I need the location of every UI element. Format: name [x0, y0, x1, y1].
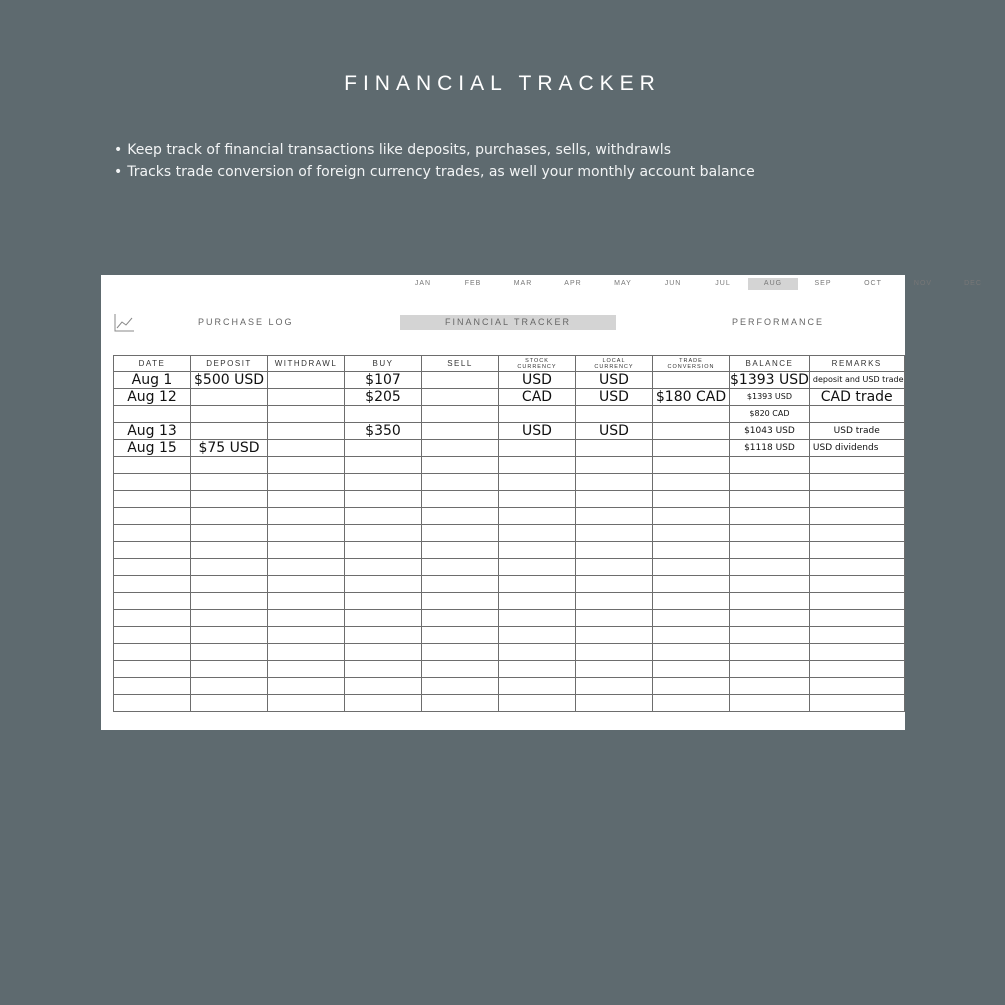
cell-balance[interactable] — [730, 525, 810, 542]
cell-buy[interactable]: $350 — [345, 423, 422, 440]
col-balance: BALANCE — [730, 356, 810, 372]
cell-date[interactable] — [114, 508, 191, 525]
cell-balance[interactable] — [730, 695, 810, 712]
cell-withdrawl[interactable] — [268, 457, 345, 474]
table-row-empty — [114, 661, 905, 678]
cell-sell[interactable] — [422, 644, 499, 661]
cell-withdrawl[interactable] — [268, 508, 345, 525]
cell-buy[interactable] — [345, 457, 422, 474]
cell-balance[interactable] — [730, 559, 810, 576]
tab-aug[interactable]: AUG — [748, 278, 798, 290]
table-row — [114, 440, 905, 457]
cell-date[interactable] — [114, 542, 191, 559]
cell-stock-currency[interactable] — [499, 525, 576, 542]
col-sell: SELL — [422, 356, 499, 372]
table-row-empty — [114, 644, 905, 661]
feature-list — [114, 140, 755, 184]
cell-remarks[interactable] — [809, 576, 904, 593]
cell-deposit[interactable] — [191, 423, 268, 440]
ledger-table — [113, 355, 905, 712]
cell-deposit[interactable] — [191, 678, 268, 695]
cell-trade-conversion[interactable] — [653, 678, 730, 695]
cell-balance[interactable] — [730, 474, 810, 491]
cell-sell[interactable] — [422, 661, 499, 678]
cell-buy[interactable]: $107 — [345, 372, 422, 389]
cell-deposit[interactable] — [191, 627, 268, 644]
cell-remarks[interactable] — [809, 644, 904, 661]
cell-date[interactable] — [114, 661, 191, 678]
cell-local-currency[interactable]: USD — [576, 423, 653, 440]
month-tabs — [398, 278, 998, 290]
cell-deposit[interactable] — [191, 661, 268, 678]
cell-local-currency[interactable] — [576, 559, 653, 576]
cell-withdrawl[interactable] — [268, 423, 345, 440]
cell-trade-conversion[interactable] — [653, 525, 730, 542]
cell-withdrawl[interactable] — [268, 627, 345, 644]
tab-nov[interactable]: NOV — [913, 280, 933, 287]
cell-stock-currency[interactable] — [499, 661, 576, 678]
table-row-empty — [114, 695, 905, 712]
cell-withdrawl[interactable] — [268, 559, 345, 576]
col-stock-currency: STOCK CURRENCY — [499, 356, 576, 372]
cell-remarks[interactable]: CAD trade — [809, 389, 904, 406]
cell-sell[interactable] — [422, 491, 499, 508]
cell-deposit[interactable] — [191, 542, 268, 559]
cell-date[interactable]: Aug 15 — [114, 440, 191, 457]
cell-trade-conversion[interactable] — [653, 542, 730, 559]
cell-sell[interactable] — [422, 440, 499, 457]
cell-date[interactable] — [114, 627, 191, 644]
cell-buy[interactable] — [345, 491, 422, 508]
cell-date[interactable] — [114, 678, 191, 695]
cell-local-currency[interactable] — [576, 695, 653, 712]
table-row-empty — [114, 474, 905, 491]
cell-buy[interactable] — [345, 559, 422, 576]
table-row-empty — [114, 627, 905, 644]
cell-deposit[interactable] — [191, 406, 268, 423]
cell-remarks[interactable]: USD dividends — [809, 440, 904, 457]
cell-sell[interactable] — [422, 474, 499, 491]
cell-deposit[interactable] — [191, 610, 268, 627]
table-row-empty — [114, 457, 905, 474]
cell-balance[interactable] — [730, 576, 810, 593]
cell-trade-conversion[interactable] — [653, 508, 730, 525]
cell-local-currency[interactable] — [576, 525, 653, 542]
cell-stock-currency[interactable] — [499, 678, 576, 695]
cell-stock-currency[interactable] — [499, 508, 576, 525]
cell-balance[interactable] — [730, 491, 810, 508]
cell-trade-conversion[interactable] — [653, 644, 730, 661]
cell-deposit[interactable] — [191, 474, 268, 491]
tab-apr[interactable]: APR — [564, 280, 582, 287]
cell-withdrawl[interactable] — [268, 491, 345, 508]
cell-remarks[interactable] — [809, 406, 904, 423]
col-withdrawl: WITHDRAWL — [268, 356, 345, 372]
cell-trade-conversion[interactable] — [653, 661, 730, 678]
cell-local-currency[interactable] — [576, 406, 653, 423]
cell-sell[interactable] — [422, 423, 499, 440]
cell-remarks[interactable] — [809, 627, 904, 644]
cell-balance[interactable]: $1118 USD — [730, 440, 810, 457]
table-row — [114, 423, 905, 440]
cell-trade-conversion[interactable] — [653, 372, 730, 389]
cell-balance[interactable] — [730, 593, 810, 610]
cell-withdrawl[interactable] — [268, 389, 345, 406]
cell-trade-conversion[interactable] — [653, 593, 730, 610]
cell-deposit[interactable] — [191, 644, 268, 661]
cell-buy[interactable] — [345, 406, 422, 423]
cell-remarks[interactable] — [809, 593, 904, 610]
cell-sell[interactable] — [422, 525, 499, 542]
cell-buy[interactable] — [345, 525, 422, 542]
col-remarks: REMARKS — [809, 356, 904, 372]
cell-deposit[interactable] — [191, 695, 268, 712]
cell-trade-conversion[interactable] — [653, 457, 730, 474]
cell-sell[interactable] — [422, 610, 499, 627]
table-row — [114, 406, 905, 423]
cell-balance[interactable]: $1393 USD — [730, 372, 809, 388]
tab-dec[interactable]: DEC — [964, 280, 982, 287]
cell-balance[interactable] — [730, 627, 810, 644]
cell-deposit[interactable] — [191, 525, 268, 542]
col-deposit: DEPOSIT — [191, 356, 268, 372]
cell-stock-currency[interactable] — [499, 610, 576, 627]
cell-buy[interactable] — [345, 508, 422, 525]
cell-balance[interactable] — [730, 457, 810, 474]
cell-sell[interactable] — [422, 389, 499, 406]
cell-date[interactable] — [114, 525, 191, 542]
cell-stock-currency[interactable] — [499, 474, 576, 491]
cell-buy[interactable] — [345, 593, 422, 610]
feature-item: • Keep track of financial transactions like deposits, purchases, sells, withdrawls — [114, 140, 755, 162]
nav-purchase-log[interactable]: PURCHASE LOG — [198, 317, 294, 327]
tab-mar[interactable]: MAR — [513, 280, 533, 287]
cell-buy[interactable] — [345, 695, 422, 712]
cell-trade-conversion[interactable] — [653, 559, 730, 576]
cell-withdrawl[interactable] — [268, 610, 345, 627]
tab-sep[interactable]: SEP — [814, 280, 832, 287]
cell-deposit[interactable]: $75 USD — [191, 440, 268, 457]
cell-stock-currency[interactable] — [499, 593, 576, 610]
cell-remarks[interactable] — [809, 525, 904, 542]
tab-jun[interactable]: JUN — [664, 280, 682, 287]
cell-local-currency[interactable] — [576, 593, 653, 610]
cell-balance[interactable]: $1043 USD — [730, 423, 810, 440]
col-trade-conversion: TRADE CONVERSION — [653, 356, 730, 372]
table-row-empty — [114, 678, 905, 695]
cell-local-currency[interactable] — [576, 491, 653, 508]
table-row-empty — [114, 525, 905, 542]
cell-withdrawl[interactable] — [268, 576, 345, 593]
cell-balance[interactable] — [730, 644, 810, 661]
cell-withdrawl[interactable] — [268, 406, 345, 423]
page-title: FINANCIAL TRACKER — [344, 72, 661, 95]
cell-remarks[interactable] — [809, 695, 904, 712]
cell-withdrawl[interactable] — [268, 644, 345, 661]
nav-performance[interactable]: PERFORMANCE — [732, 317, 825, 327]
cell-sell[interactable] — [422, 457, 499, 474]
table-row-empty — [114, 576, 905, 593]
cell-buy[interactable] — [345, 542, 422, 559]
table-row — [114, 389, 905, 406]
cell-balance[interactable] — [730, 661, 810, 678]
cell-date[interactable] — [114, 491, 191, 508]
cell-stock-currency[interactable] — [499, 576, 576, 593]
cell-sell[interactable] — [422, 678, 499, 695]
cell-sell[interactable] — [422, 593, 499, 610]
cell-local-currency[interactable] — [576, 644, 653, 661]
cell-date[interactable] — [114, 695, 191, 712]
cell-withdrawl[interactable] — [268, 678, 345, 695]
cell-remarks[interactable] — [809, 491, 904, 508]
cell-withdrawl[interactable] — [268, 525, 345, 542]
cell-deposit[interactable] — [191, 389, 268, 406]
cell-remarks[interactable] — [809, 559, 904, 576]
table-row — [114, 372, 905, 389]
cell-sell[interactable] — [422, 627, 499, 644]
cell-balance[interactable] — [730, 678, 810, 695]
cell-remarks[interactable]: deposit and USD trade — [809, 372, 904, 389]
cell-stock-currency[interactable] — [499, 491, 576, 508]
cell-local-currency[interactable] — [576, 627, 653, 644]
cell-deposit[interactable] — [191, 576, 268, 593]
cell-date[interactable] — [114, 559, 191, 576]
cell-remarks[interactable] — [809, 678, 904, 695]
cell-balance[interactable]: $820 CAD — [730, 406, 810, 423]
cell-withdrawl[interactable] — [268, 593, 345, 610]
tab-jul[interactable]: JUL — [715, 280, 731, 287]
cell-date[interactable] — [114, 576, 191, 593]
cell-buy[interactable] — [345, 610, 422, 627]
cell-sell[interactable] — [422, 372, 499, 389]
cell-trade-conversion[interactable] — [653, 491, 730, 508]
cell-trade-conversion[interactable] — [653, 440, 730, 457]
cell-local-currency[interactable] — [576, 457, 653, 474]
cell-balance[interactable] — [730, 508, 810, 525]
cell-stock-currency[interactable] — [499, 406, 576, 423]
cell-sell[interactable] — [422, 576, 499, 593]
cell-trade-conversion[interactable]: $180 CAD — [653, 389, 730, 406]
cell-remarks[interactable] — [809, 474, 904, 491]
table-row-empty — [114, 593, 905, 610]
cell-local-currency[interactable] — [576, 440, 653, 457]
cell-date[interactable]: Aug 13 — [114, 423, 191, 440]
cell-stock-currency[interactable] — [499, 440, 576, 457]
cell-date[interactable]: Aug 12 — [114, 389, 191, 406]
cell-remarks[interactable] — [809, 610, 904, 627]
table-row-empty — [114, 559, 905, 576]
cell-date[interactable] — [114, 644, 191, 661]
cell-stock-currency[interactable] — [499, 559, 576, 576]
cell-stock-currency[interactable]: CAD — [499, 389, 576, 406]
cell-date[interactable] — [114, 593, 191, 610]
cell-remarks[interactable] — [809, 661, 904, 678]
cell-sell[interactable] — [422, 508, 499, 525]
cell-trade-conversion[interactable] — [653, 576, 730, 593]
cell-balance[interactable]: $1393 USD — [730, 389, 810, 406]
cell-stock-currency[interactable] — [499, 627, 576, 644]
col-buy: BUY — [345, 356, 422, 372]
cell-withdrawl[interactable] — [268, 542, 345, 559]
cell-trade-conversion[interactable] — [653, 423, 730, 440]
cell-local-currency[interactable] — [576, 474, 653, 491]
tracker-sheet — [101, 275, 982, 730]
col-local-currency: LOCAL CURRENCY — [576, 356, 653, 372]
cell-buy[interactable] — [345, 627, 422, 644]
cell-trade-conversion[interactable] — [653, 474, 730, 491]
cell-deposit[interactable] — [191, 559, 268, 576]
cell-sell[interactable] — [422, 542, 499, 559]
tab-oct[interactable]: OCT — [864, 280, 882, 287]
cell-local-currency[interactable] — [576, 508, 653, 525]
cell-withdrawl[interactable] — [268, 474, 345, 491]
cell-date[interactable] — [114, 457, 191, 474]
tab-feb[interactable]: FEB — [464, 280, 482, 287]
header-row — [114, 356, 905, 372]
cell-local-currency[interactable] — [576, 610, 653, 627]
cell-deposit[interactable] — [191, 593, 268, 610]
table-row-empty — [114, 542, 905, 559]
cell-trade-conversion[interactable] — [653, 406, 730, 423]
cell-remarks[interactable] — [809, 457, 904, 474]
nav-financial-tracker[interactable]: FINANCIAL TRACKER — [400, 315, 616, 330]
cell-local-currency[interactable] — [576, 661, 653, 678]
cell-buy[interactable] — [345, 576, 422, 593]
cell-deposit[interactable] — [191, 491, 268, 508]
cell-trade-conversion[interactable] — [653, 627, 730, 644]
cell-local-currency[interactable] — [576, 576, 653, 593]
cell-deposit[interactable] — [191, 457, 268, 474]
cell-date[interactable]: Aug 1 — [114, 372, 191, 389]
cell-sell[interactable] — [422, 406, 499, 423]
cell-withdrawl[interactable] — [268, 440, 345, 457]
cell-date[interactable] — [114, 474, 191, 491]
cell-local-currency[interactable] — [576, 542, 653, 559]
cell-sell[interactable] — [422, 559, 499, 576]
cell-local-currency[interactable]: USD — [576, 372, 653, 389]
cell-deposit[interactable]: $500 USD — [191, 372, 268, 389]
cell-stock-currency[interactable]: USD — [499, 423, 576, 440]
cell-buy[interactable] — [345, 440, 422, 457]
cell-remarks[interactable]: USD trade — [809, 423, 904, 440]
cell-buy[interactable] — [345, 474, 422, 491]
cell-stock-currency[interactable]: USD — [499, 372, 576, 389]
tab-may[interactable]: MAY — [614, 280, 632, 287]
cell-stock-currency[interactable] — [499, 542, 576, 559]
cell-balance[interactable] — [730, 610, 810, 627]
cell-balance[interactable] — [730, 542, 810, 559]
cell-withdrawl[interactable] — [268, 661, 345, 678]
table-row-empty — [114, 508, 905, 525]
cell-local-currency[interactable] — [576, 678, 653, 695]
cell-buy[interactable] — [345, 644, 422, 661]
cell-stock-currency[interactable] — [499, 457, 576, 474]
feature-item: • Tracks trade conversion of foreign currency trades, as well your monthly account balance — [114, 162, 755, 184]
cell-deposit[interactable] — [191, 508, 268, 525]
cell-withdrawl[interactable] — [268, 372, 345, 389]
cell-remarks[interactable] — [809, 508, 904, 525]
col-date: DATE — [114, 356, 191, 372]
cell-stock-currency[interactable] — [499, 644, 576, 661]
cell-buy[interactable] — [345, 678, 422, 695]
line-chart-icon[interactable] — [113, 313, 135, 333]
cell-buy[interactable]: $205 — [345, 389, 422, 406]
cell-date[interactable] — [114, 406, 191, 423]
table-row-empty — [114, 491, 905, 508]
cell-withdrawl[interactable] — [268, 695, 345, 712]
cell-trade-conversion[interactable] — [653, 695, 730, 712]
tab-jan[interactable]: JAN — [414, 280, 432, 287]
cell-stock-currency[interactable] — [499, 695, 576, 712]
cell-trade-conversion[interactable] — [653, 610, 730, 627]
cell-buy[interactable] — [345, 661, 422, 678]
cell-sell[interactable] — [422, 695, 499, 712]
cell-local-currency[interactable]: USD — [576, 389, 653, 406]
table-row-empty — [114, 610, 905, 627]
cell-remarks[interactable] — [809, 542, 904, 559]
cell-date[interactable] — [114, 610, 191, 627]
